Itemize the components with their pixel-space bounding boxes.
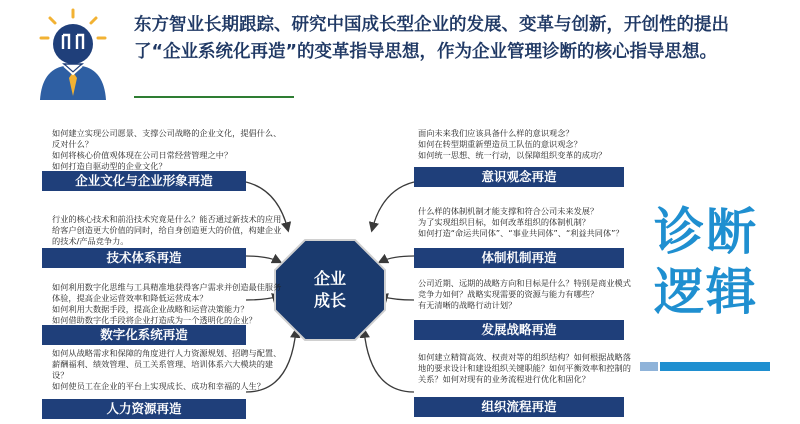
decor-bar-blue xyxy=(660,362,770,371)
side-title xyxy=(654,202,784,322)
center-line-1: 企业 xyxy=(313,269,346,288)
block-culture xyxy=(52,128,284,172)
block-tech xyxy=(52,214,284,247)
block-mindset xyxy=(418,128,634,161)
strategy-text: 公司近期、远期的战略方向和目标是什么？特别是商业模式竞争力如何？战略实现需要的资源与能力有哪些？ 有无清晰的战略行动计划？ xyxy=(418,278,631,310)
label-digital: 数字化系统再造 xyxy=(42,325,246,345)
mechanism-text: 什么样的体制机制才能支撑和符合公司未来发展？ 为了实现组织目标，如何改革组织的体制机制？ 如何打造“命运共同体”、“事业共同体”、“利益共同体”？ xyxy=(418,206,624,238)
label-org: 组织流程再造 xyxy=(414,397,624,417)
arrow-mindset xyxy=(372,182,414,230)
block-digital xyxy=(52,282,284,326)
label-mechanism: 体制机制再造 xyxy=(414,248,624,268)
digital-text: 如何利用数字化思维与工具精准地获得客户需求并创造最佳服务体验，提高企业运营效率和降低运营成本？ 如何利用大数据手段，提高企业战略和运营决策能力？ 如何借助数字化手段将企业打造成为一个透明化的企业？ xyxy=(52,282,282,325)
arrow-org xyxy=(364,330,414,392)
decor-bar-light xyxy=(640,362,658,371)
label-strategy: 发展战略再造 xyxy=(414,320,624,340)
center-line-2: 成长 xyxy=(313,291,346,310)
block-org xyxy=(418,352,634,385)
arrow-mechanism xyxy=(380,256,414,262)
block-hr xyxy=(52,348,284,392)
tech-text: 行业的核心技术和前沿技术究竟是什么？能否通过新技术的应用给客户创造更大价值的同时，给自身创造更大的价值，构建企业的技术/产品竞争力。 xyxy=(52,214,282,246)
intro-paragraph: 东方智业长期跟踪、研究中国成长型企业的发展、变革与创新，开创性的提出了“企业系统化再造”的变革指导思想，作为企业管理诊断的核心指导思想。 xyxy=(134,15,729,62)
label-culture: 企业文化与企业形象再造 xyxy=(42,171,246,191)
block-mechanism xyxy=(418,206,634,239)
side-title-line-2: 逻辑 xyxy=(654,263,758,321)
label-mindset: 意识观念再造 xyxy=(414,167,624,187)
side-title-line-1: 诊断 xyxy=(654,203,758,261)
label-tech: 技术体系再造 xyxy=(42,248,246,268)
block-strategy xyxy=(418,278,634,311)
culture-text: 如何建立实现公司愿景、支撑公司战略的企业文化，提倡什么、反对什么？ 如何将核心价值观体现在公司日常经营管理之中？ 如何打造自驱动型的企业文化？ xyxy=(52,128,282,171)
org-text: 如何建立精简高效、权责对等的组织结构？如何根据战略落地的要求设计和建设组织关键职能？如何平衡效率和控制的关系？如何对现有的业务流程进行优化和固化？ xyxy=(418,352,631,384)
hr-text: 如何从战略需求和保障的角度进行人力资源规划、招聘与配置、薪酬福利、绩效管理、员工关系管理、培训体系六大模块的建设？ 如何使员工在企业的平台上实现成长、成功和幸福的人生？ xyxy=(52,348,282,391)
label-hr: 人力资源再造 xyxy=(42,399,246,419)
arrow-tech xyxy=(246,256,280,262)
center-label xyxy=(290,268,370,312)
mindset-text: 面向未来我们应该具备什么样的意识观念？ 如何在转型期重新塑造员工队伍的意识观念？ 如何统一思想、统一行动，以保障组织变革的成功？ xyxy=(418,128,607,160)
